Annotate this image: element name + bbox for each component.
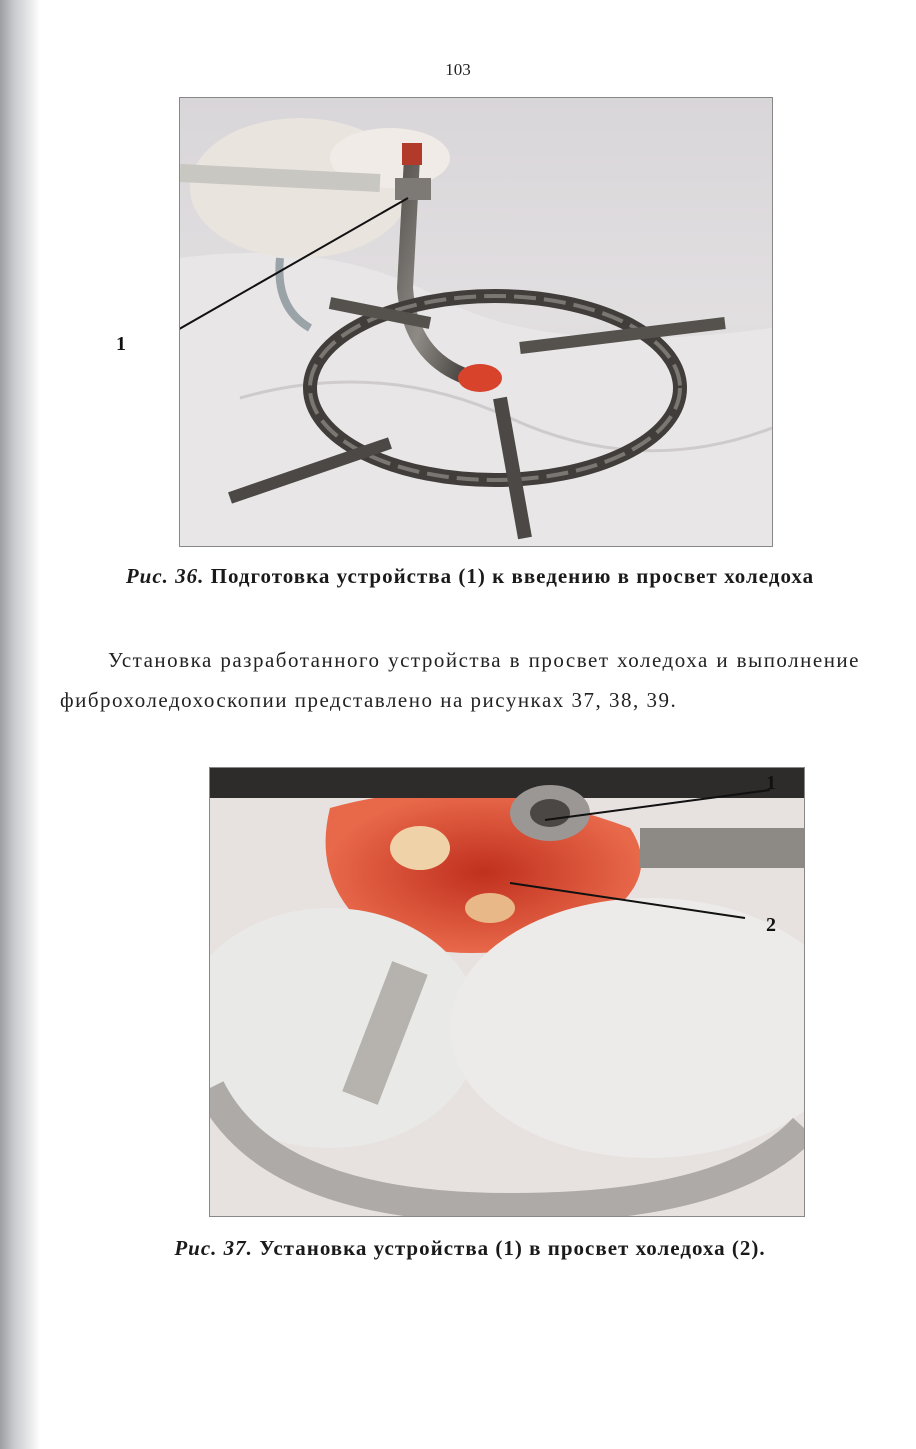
scan-binding-edge xyxy=(0,0,40,1449)
figure-37-callout-2: 2 xyxy=(766,914,776,936)
body-paragraph: Установка разработанного устройства в просвет холедоха и выполнение фиброхоледохоскопии представлено на рисунках 37, 38, 39. xyxy=(60,648,860,712)
figure-36-caption-label: Рис. 36. xyxy=(125,564,205,588)
figure-36-callout-1: 1 xyxy=(116,333,126,355)
figure-37-callout-1: 1 xyxy=(766,772,776,794)
figure-36-caption xyxy=(80,563,860,590)
figure-37-caption xyxy=(80,1235,860,1262)
figure-37-photo xyxy=(209,767,805,1217)
figure-37-caption-label: Рис. 37. xyxy=(174,1236,253,1260)
figure-36-photo xyxy=(179,97,773,547)
page-number: 103 xyxy=(445,60,471,79)
figure-36-caption-text: Подготовка устройства (1) к введению в просвет холедоха xyxy=(210,564,815,588)
figure-37-caption-text: Установка устройства (1) в просвет холедоха (2). xyxy=(259,1236,766,1260)
